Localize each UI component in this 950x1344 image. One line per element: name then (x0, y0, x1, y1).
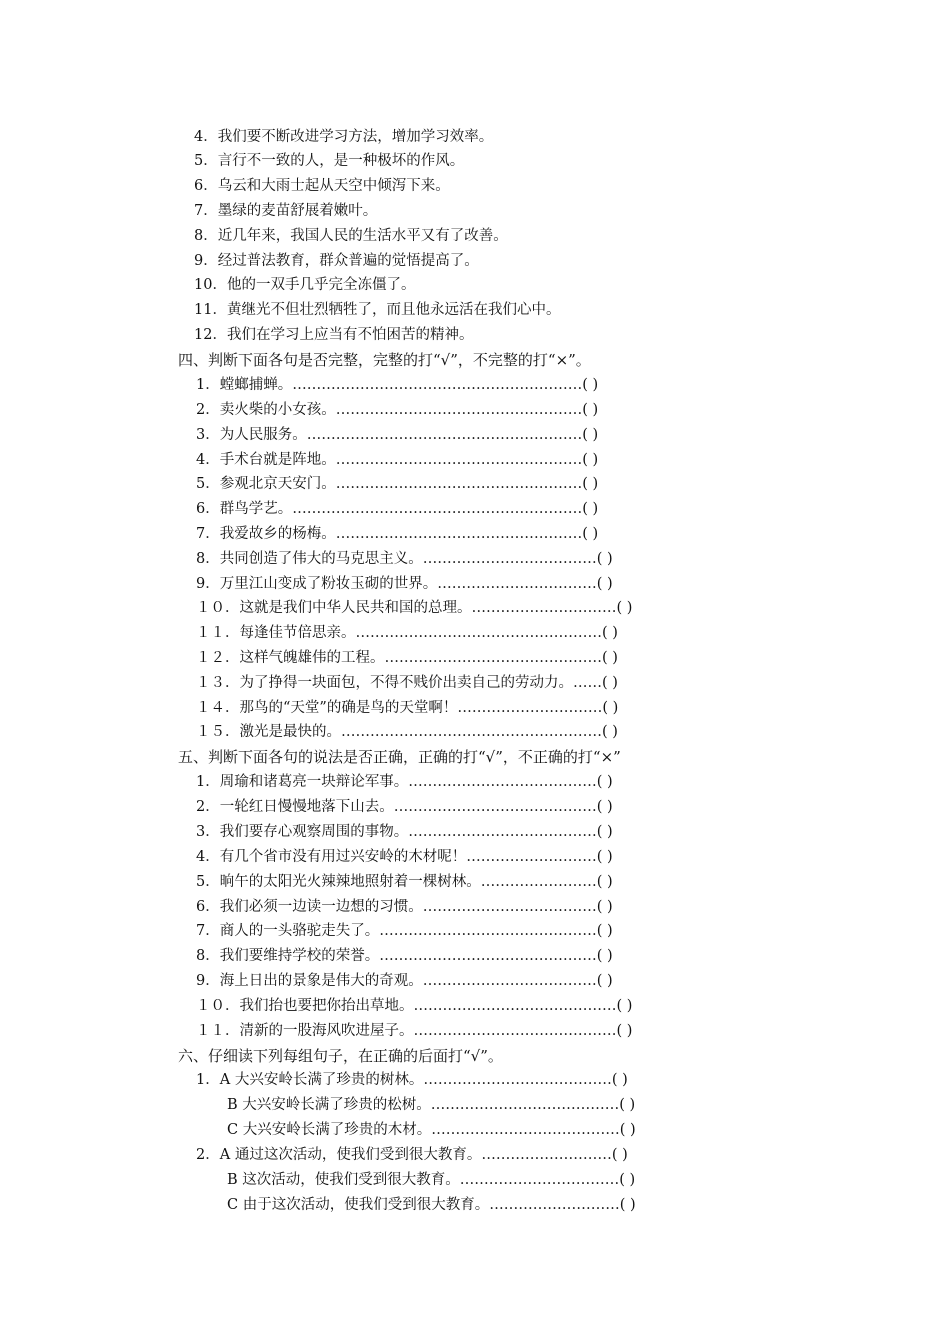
s4-item: １２．这样气魄雄伟的工程。………………………………………( ) (196, 650, 618, 666)
section4-heading: 四、判断下面各句是否完整，完整的打“√”，不完整的打“×”。 (178, 351, 591, 369)
s3-item-11: 11．黄继光不但壮烈牺牲了，而且他永远活在我们心中。 (194, 302, 561, 318)
s6-group-2-option-b: B 这次活动，使我们受到很大教育。……………………………( ) (227, 1172, 636, 1188)
s3-item-4: 4．我们要不断改进学习方法，增加学习效率。 (194, 129, 494, 145)
s4-item: 2．卖火柴的小女孩。……………………………………………( ) (196, 402, 599, 418)
s6-group-1-option-c: C 大兴安岭长满了珍贵的木材。…………………………………( ) (227, 1122, 636, 1138)
s5-item: 6．我们必须一边读一边想的习惯。………………………………( ) (196, 899, 613, 915)
s3-item-12: 12．我们在学习上应当有不怕困苦的精神。 (194, 327, 474, 343)
s4-item: １４．那鸟的“天堂”的确是鸟的天堂啊！…………………………( ) (196, 700, 619, 716)
s4-item: 5．参观北京天安门。……………………………………………( ) (196, 476, 599, 492)
s3-item-5: 5．言行不一致的人，是一种极坏的作风。 (194, 153, 465, 169)
s4-item: 4．手术台就是阵地。……………………………………………( ) (196, 452, 599, 468)
s4-item: 6．群鸟学艺。……………………………………………………( ) (196, 501, 599, 517)
s5-item: 5．晌午的太阳光火辣辣地照射着一棵树林。……………………( ) (196, 874, 613, 890)
section5-heading: 五、判断下面各句的说法是否正确，正确的打“√”，不正确的打“×” (178, 748, 621, 766)
s5-item: １１．清新的一股海风吹进屋子。……………………………………( ) (196, 1023, 633, 1039)
s5-item: 3．我们要存心观察周围的事物。…………………………………( ) (196, 824, 613, 840)
section6-heading: 六、仔细读下列每组句子，在正确的后面打“√”。 (178, 1047, 503, 1065)
s3-item-7: 7．墨绿的麦苗舒展着嫩叶。 (194, 203, 378, 219)
s6-group-1-option-b: B 大兴安岭长满了珍贵的松树。…………………………………( ) (227, 1097, 636, 1113)
s4-item: 9．万里江山变成了粉妆玉砌的世界。……………………………( ) (196, 576, 613, 592)
s3-item-9: 9．经过普法教育，群众普遍的觉悟提高了。 (194, 253, 479, 269)
s4-item: １１．每逢佳节倍思亲。……………………………………………( ) (196, 625, 618, 641)
s4-item: １３．为了挣得一块面包，不得不贱价出卖自己的劳动力。……( ) (196, 675, 618, 691)
s3-item-8: 8．近几年来，我国人民的生活水平又有了改善。 (194, 228, 508, 244)
s4-item: 7．我爱故乡的杨梅。……………………………………………( ) (196, 526, 599, 542)
s6-group-2-option-a: 2．A 通过这次活动，使我们受到很大教育。………………………( ) (196, 1147, 628, 1163)
s4-item: １５．激光是最快的。………………………………………………( ) (196, 724, 618, 740)
s5-item: 1．周瑜和诸葛亮一块辩论军事。…………………………………( ) (196, 774, 613, 790)
s6-group-2-option-c: C 由于这次活动，使我们受到很大教育。………………………( ) (227, 1197, 636, 1213)
s3-item-6: 6．乌云和大雨士起从天空中倾泻下来。 (194, 178, 450, 194)
s5-item: 2．一轮红日慢慢地落下山去。……………………………………( ) (196, 799, 613, 815)
s4-item: 8．共同创造了伟大的马克思主义。………………………………( ) (196, 551, 613, 567)
s3-item-10: 10．他的一双手几乎完全冻僵了。 (194, 277, 416, 293)
s4-item: 3．为人民服务。…………………………………………………( ) (196, 427, 599, 443)
s5-item: 9．海上日出的景象是伟大的奇观。………………………………( ) (196, 973, 613, 989)
s5-item: 7．商人的一头骆驼走失了。………………………………………( ) (196, 923, 613, 939)
s5-item: １０．我们抬也要把你抬出草地。……………………………………( ) (196, 998, 633, 1014)
s5-item: 8．我们要维持学校的荣誉。………………………………………( ) (196, 948, 613, 964)
s6-group-1-option-a: 1．A 大兴安岭长满了珍贵的树林。…………………………………( ) (196, 1072, 628, 1088)
s4-item: 1．螳螂捕蝉。……………………………………………………( ) (196, 377, 599, 393)
s5-item: 4．有几个省市没有用过兴安岭的木材呢！………………………( ) (196, 849, 613, 865)
s4-item: １０．这就是我们中华人民共和国的总理。…………………………( ) (196, 600, 633, 616)
